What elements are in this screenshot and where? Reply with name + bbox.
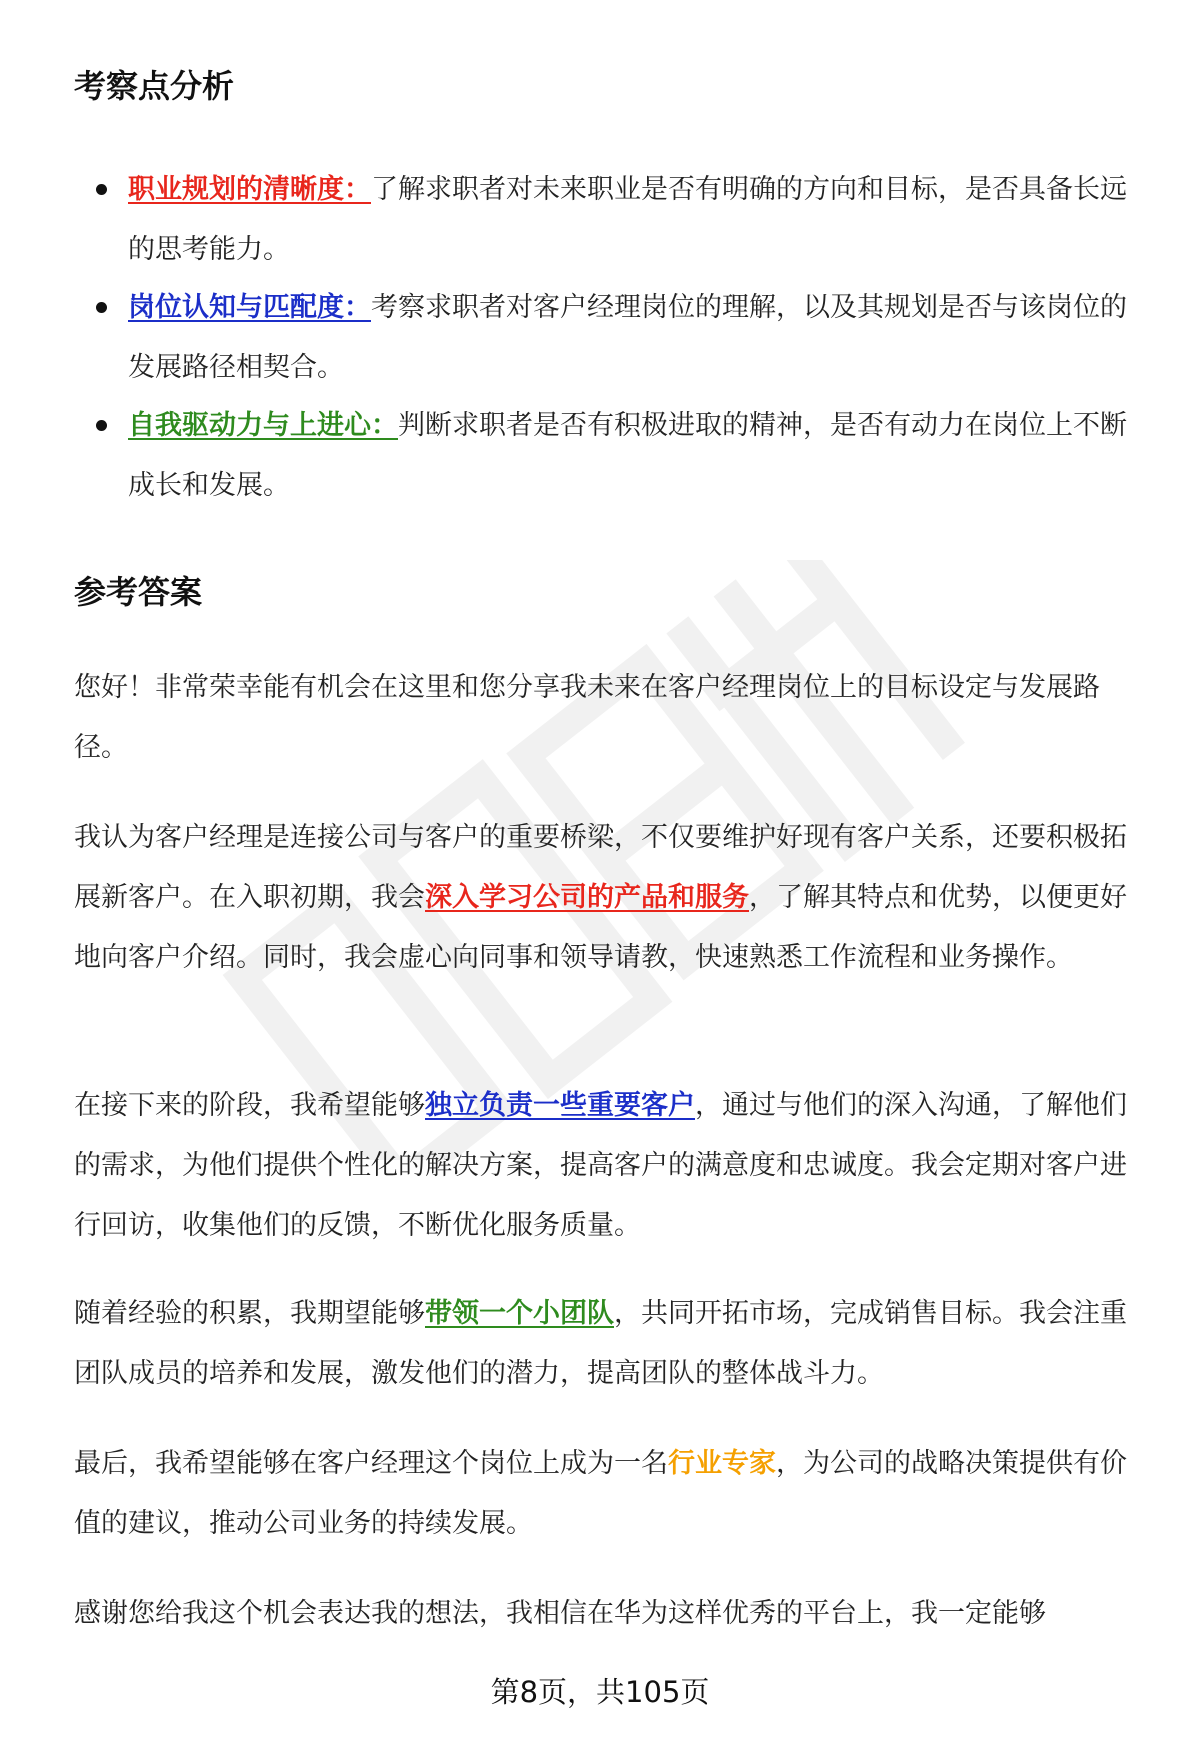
bullet-text: 了解求职者对未来职业是否有明确的方向和目标，是否具备长远的思考能力。: [128, 174, 1127, 265]
section-title-analysis: 考察点分析: [74, 67, 235, 105]
list-item: [74, 396, 1144, 516]
paragraph-text: ，通过与他们的深入沟通，了解他们的需求，为他们提供个性化的解决方案，提高客户的满意度和忠诚度。我会定期对客户进行回访，收集他们的反馈，不断优化服务质量。: [74, 1090, 1127, 1241]
answer-paragraph-5: [74, 1434, 1144, 1554]
paragraph-text: 随着经验的积累，我期望能够: [74, 1298, 425, 1329]
bullet-text: 判断求职者是否有积极进取的精神，是否有动力在岗位上不断成长和发展。: [128, 410, 1127, 501]
bullet-text: 考察求职者对客户经理岗位的理解，以及其规划是否与该岗位的发展路径相契合。: [128, 292, 1127, 383]
bullet-dot-icon: [96, 302, 107, 313]
answer-paragraph-2: [74, 808, 1144, 988]
answer-paragraph-1: [74, 658, 1144, 778]
paragraph-text: ，了解其特点和优势，以便更好地向客户介绍。同时，我会虚心向同事和领导请教，快速熟悉工作流程和业务操作。: [74, 882, 1127, 973]
analysis-bullet-list: [74, 160, 1144, 516]
bullet-keyword: 职业规划的清晰度：: [128, 174, 371, 205]
list-item: [74, 278, 1144, 398]
paragraph-text: 您好！非常荣幸能有机会在这里和您分享我未来在客户经理岗位上的目标设定与发展路径。: [74, 672, 1100, 763]
highlight-keyword: 深入学习公司的产品和服务: [425, 882, 749, 913]
bullet-dot-icon: [96, 184, 107, 195]
section-title-answer: 参考答案: [74, 573, 203, 611]
highlight-keyword: 行业专家: [668, 1448, 776, 1479]
bullet-dot-icon: [96, 420, 107, 431]
paragraph-text: 在接下来的阶段，我希望能够: [74, 1090, 425, 1121]
list-item: [74, 160, 1144, 280]
paragraph-text: ，共同开拓市场，完成销售目标。我会注重团队成员的培养和发展，激发他们的潜力，提高团队的整体战斗力。: [74, 1298, 1127, 1389]
page-number: 第8页，共105页: [490, 1675, 710, 1709]
highlight-keyword: 带领一个小团队: [425, 1298, 614, 1329]
paragraph-text: ，为公司的战略决策提供有价值的建议，推动公司业务的持续发展。: [74, 1448, 1127, 1539]
paragraph-text: 最后，我希望能够在客户经理这个岗位上成为一名: [74, 1448, 668, 1479]
highlight-keyword: 独立负责一些重要客户: [425, 1090, 695, 1121]
answer-paragraph-6: [74, 1584, 1144, 1644]
paragraph-text: 我认为客户经理是连接公司与客户的重要桥梁，不仅要维护好现有客户关系，还要积极拓展新客户。在入职初期，我会: [74, 822, 1127, 913]
answer-paragraph-4: [74, 1284, 1144, 1404]
bullet-keyword: 自我驱动力与上进心：: [128, 410, 398, 441]
bullet-keyword: 岗位认知与匹配度：: [128, 292, 371, 323]
paragraph-text: 感谢您给我这个机会表达我的想法，我相信在华为这样优秀的平台上，我一定能够: [74, 1598, 1046, 1629]
answer-paragraph-3: [74, 1076, 1144, 1256]
